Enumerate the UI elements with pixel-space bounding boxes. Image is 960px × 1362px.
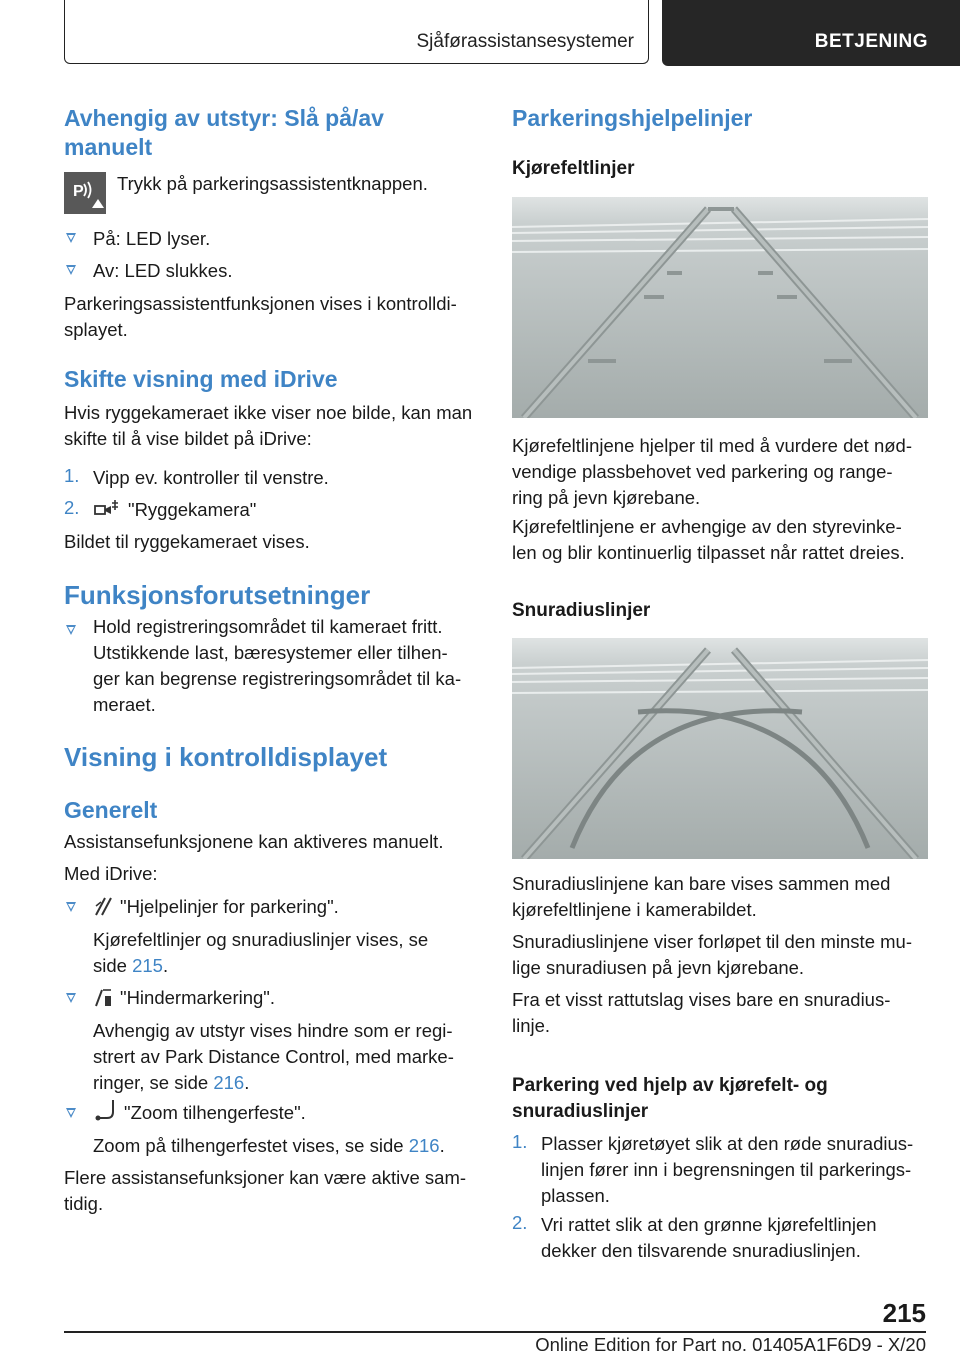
heading-manual-toggle: Avhengig av utstyr: Slå på/av manuelt (64, 105, 384, 160)
rear-camera-icon (93, 497, 123, 521)
heading-control-display: Visning i kontrolldisplayet (64, 742, 388, 772)
page-link[interactable]: 216 (408, 1135, 440, 1156)
general-text: Assistansefunksjonene kan aktiveres manuelt. (64, 831, 444, 852)
bullet-triangle-icon (66, 993, 76, 1003)
footer-divider (64, 1331, 926, 1333)
turn-text-2: Snuradiuslinjene viser forløpet til den minste mu- lige snuradiusen på jevn kjørebane. (512, 931, 912, 978)
with-idrive-text: Med iDrive: (64, 863, 158, 884)
more-functions-text: Flere assistansefunksjoner kan være aktive sam- tidig. (64, 1167, 467, 1214)
item-lines-label[interactable]: "Hjelpelinjer for parkering". (120, 896, 339, 917)
item-obstacle-desc: Avhengig av utstyr vises hindre som er regi- strert av Park Distance Control, med marke- ringer, se side 216. (93, 1020, 454, 1093)
turn-radius-lines-image (512, 638, 928, 859)
bullet-triangle-icon (66, 265, 76, 275)
prerequisite-item: Hold registreringsområdet til kameraet fritt. Utstikkende last, bæresystemer eller tilhen- ger kan begrense registreringsområdet til ka- meraet. (93, 616, 462, 715)
obstacle-marking-icon (93, 985, 115, 1009)
off-item: Av: LED slukkes. (93, 260, 233, 281)
page-number: 215 (882, 1298, 926, 1328)
footer-edition: Online Edition for Part no. 01405A1F6D9 - X/20 (535, 1334, 926, 1355)
heading-parking-with-lines: Parkering ved hjelp av kjørefelt- og snuradiuslinjer (512, 1075, 828, 1122)
turn-text-1: Snuradiuslinjene kan bare vises sammen med kjørefeltlinjene i kamerabildet. (512, 873, 891, 920)
header-section-box (64, 0, 649, 64)
image-shown-text: Bildet til ryggekameraet vises. (64, 531, 310, 552)
parking-lines-icon (93, 894, 115, 918)
bullet-triangle-icon (66, 902, 76, 912)
step-number: 2. (64, 497, 80, 518)
page-link[interactable]: 216 (213, 1072, 245, 1093)
bullet-triangle-icon (66, 625, 76, 635)
lane-lines-image (512, 197, 928, 418)
lane-text-1: Kjørefeltlinjene hjelper til med å vurdere det nød- vendige plassbehovet ved parkering og range- ring på jevn kjørebane. (512, 435, 912, 508)
parking-assist-button-icon (64, 172, 106, 214)
item-obstacle-label[interactable]: "Hindermarkering". (120, 987, 276, 1008)
shown-text: Parkeringsassistentfunksjonen vises i kontrolldi- splayet. (64, 293, 457, 340)
bullet-triangle-icon (66, 233, 76, 243)
on-item: På: LED lyser. (93, 228, 211, 249)
heading-general: Generelt (64, 797, 158, 823)
step-number: 1. (64, 465, 80, 486)
step-number: 1. (512, 1131, 528, 1152)
parking-step-2: Vri rattet slik at den grønne kjørefeltlinjen dekker den tilsvarende snuradiuslinjen. (541, 1214, 877, 1261)
item-zoom-label[interactable]: "Zoom tilhengerfeste". (124, 1102, 306, 1123)
page-link[interactable]: 215 (132, 955, 163, 976)
heading-turn-radius: Snuradiuslinjer (512, 600, 651, 621)
trailer-hitch-icon (93, 1098, 119, 1122)
switch-text: Hvis ryggekameraet ikke viser noe bilde, kan man skifte til å vise bildet på iDrive: (64, 402, 473, 449)
bullet-triangle-icon (66, 1108, 76, 1118)
parking-step-1: Plasser kjøretøyet slik at den røde snuradius- linjen fører inn i begrensningen til parkerings- plassen. (541, 1133, 914, 1206)
section-title: Sjåførassistansesystemer (416, 31, 634, 52)
step-number: 2. (512, 1212, 528, 1233)
heading-prerequisites: Funksjonsforutsetninger (64, 580, 371, 610)
chapter-tab[interactable] (662, 0, 960, 66)
step-1-text: Vipp ev. kontroller til venstre. (93, 467, 329, 488)
item-zoom-desc: Zoom på tilhengerfestet vises, se side 216. (93, 1135, 445, 1156)
heading-parking-lines: Parkeringshjelpelinjer (512, 105, 753, 131)
chapter-tab-label: BETJENING (814, 31, 928, 52)
turn-text-3: Fra et visst rattutslag vises bare en snuradius- linje. (512, 989, 891, 1036)
lane-text-2: Kjørefeltlinjene er avhengige av den styrevinke- len og blir kontinuerlig tilpasset når rattet dreies. (512, 516, 905, 563)
heading-switch-view: Skifte visning med iDrive (64, 366, 338, 392)
press-button-text: Trykk på parkeringsassistentknappen. (117, 173, 428, 194)
step-2-text: "Ryggekamera" (128, 499, 257, 520)
svg-text:P: P (73, 183, 84, 200)
item-lines-desc: Kjørefeltlinjer og snuradiuslinjer vises, se side 215. (93, 929, 429, 976)
heading-lane-lines: Kjørefeltlinjer (512, 158, 635, 179)
